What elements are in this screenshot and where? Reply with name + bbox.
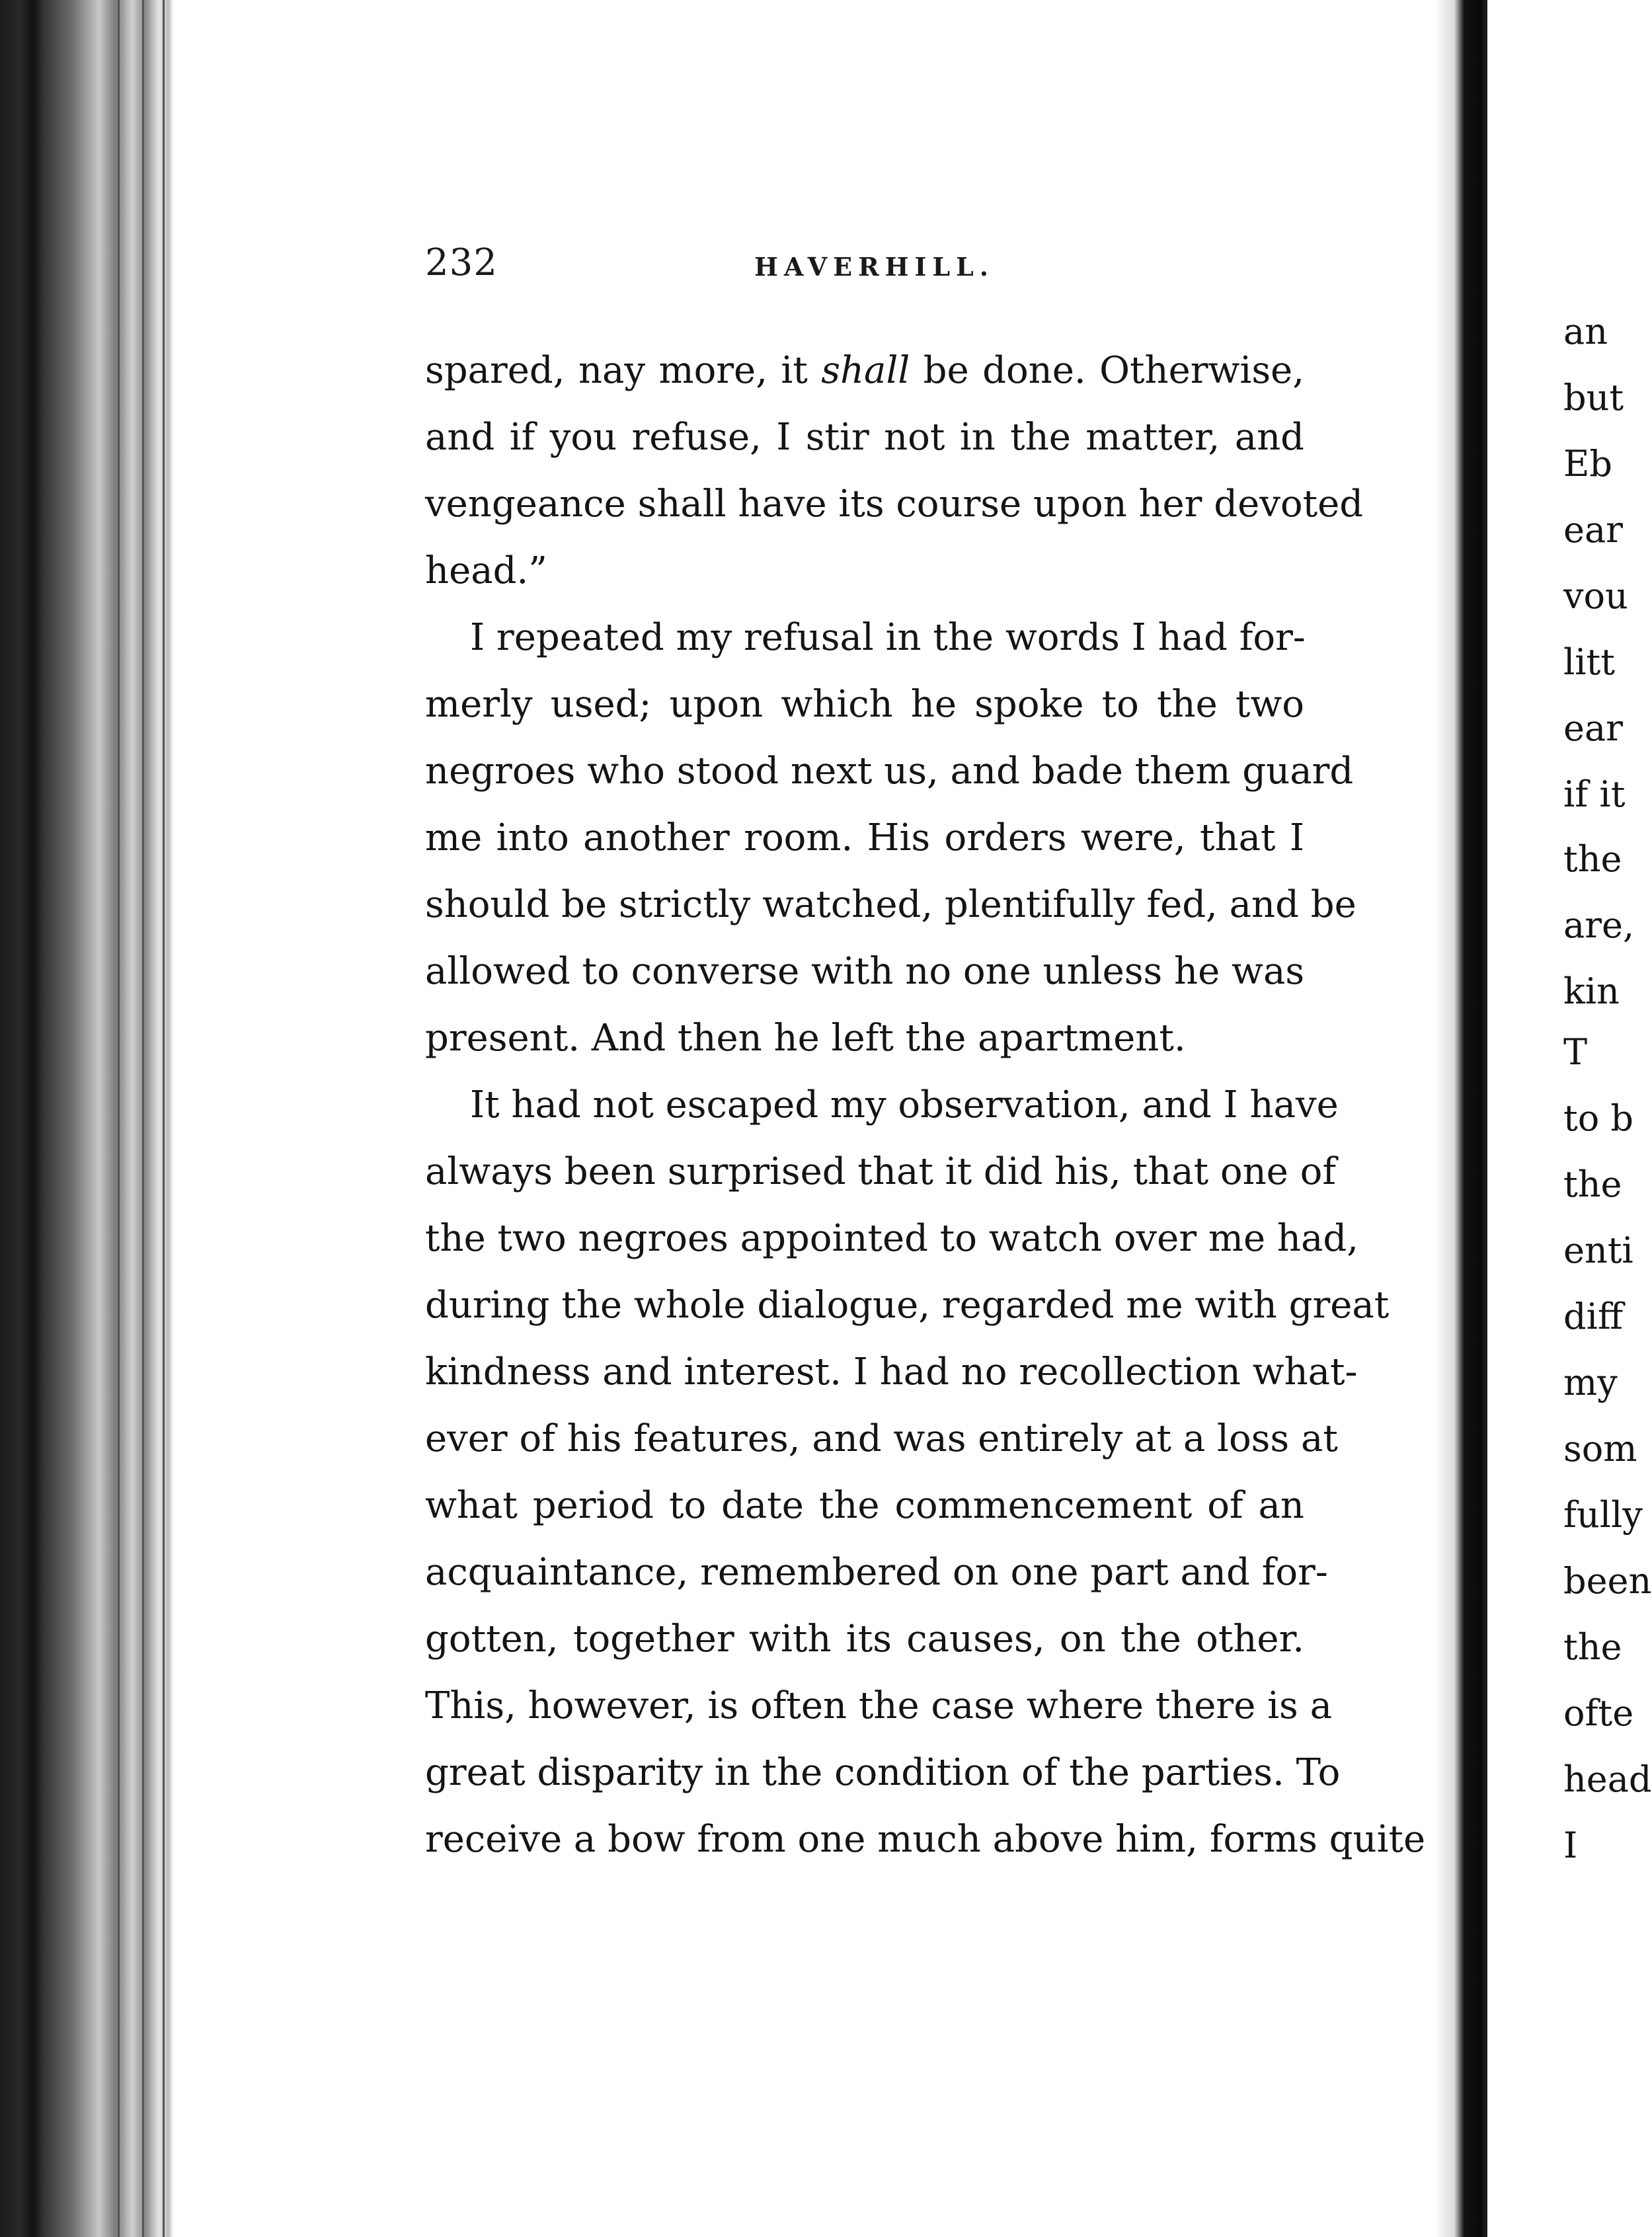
right-page-text-fragment: an [1563,311,1608,352]
right-page-text-fragment: my [1563,1362,1618,1403]
text-line: always been surprised that it did his, that one of [425,1150,1337,1193]
text-line: gotten, together with its causes, on the other. [425,1618,1304,1661]
text-line: merly used; upon which he spoke to the two [425,683,1304,726]
right-page-text-fragment: been [1563,1560,1652,1602]
right-page-text-fragment: are, [1563,904,1635,946]
text-line: during the whole dialogue, regarded me with great [425,1284,1390,1327]
right-page-fragment [1487,0,1652,2237]
page-number: 232 [425,241,498,284]
text-line: I repeated my refusal in the words I had for- [470,616,1306,659]
text-line: acquaintance, remembered on one part and for- [425,1551,1328,1594]
running-title: HAVERHILL. [754,252,994,282]
text-line: allowed to converse with no one unless he was [425,950,1305,993]
right-page-text-fragment: fully [1563,1494,1643,1536]
right-page-text-fragment: enti [1563,1230,1633,1271]
text-line: vengeance shall have its course upon her devoted [425,483,1364,526]
text-line: spared, nay more, it shall be done. Otherwise, [425,349,1305,392]
right-page-text-fragment: the [1563,838,1622,880]
text-line: receive a bow from one much above him, forms quite [425,1818,1426,1861]
right-page-text-fragment: ear [1563,509,1623,551]
right-page-text-fragment: if it [1563,773,1626,815]
right-page-text-fragment: but [1563,377,1624,418]
right-page-text-fragment: kin [1563,970,1620,1012]
running-header [425,241,1304,288]
text-line: and if you refuse, I stir not in the matter, and [425,416,1304,459]
text-line: great disparity in the condition of the parties. To [425,1751,1341,1794]
text-line: ever of his features, and was entirely at a loss at [425,1417,1338,1460]
right-page-text-fragment: vou [1563,575,1628,617]
right-page-text-fragment: head [1563,1758,1652,1800]
right-page-text-fragment: som [1563,1428,1637,1470]
right-page-text-fragment: ofte [1563,1692,1634,1734]
text-line: should be strictly watched, plentifully fed, and be [425,883,1357,926]
text-line: It had not escaped my observation, and I have [470,1083,1339,1126]
text-line: head.” [425,549,547,592]
book-gutter [1435,0,1487,2237]
text-line: me into another room. His orders were, that I [425,816,1304,859]
text-line: what period to date the commencement of an [425,1484,1304,1527]
text-line: This, however, is often the case where there is a [425,1684,1332,1727]
text-line: negroes who stood next us, and bade them guard [425,750,1354,793]
body-text [425,337,1426,1873]
text-line: kindness and interest. I had no recollection what- [425,1351,1358,1393]
text-line: the two negroes appointed to watch over me had, [425,1217,1359,1260]
right-page-text-fragment: ear [1563,707,1623,749]
right-page-text-fragment: the [1563,1626,1622,1668]
right-page-text-fragment: diff [1563,1296,1624,1337]
right-page-text-fragment: the [1563,1163,1622,1205]
right-page-text-fragment: to b [1563,1097,1633,1139]
right-page-text-fragment: litt [1563,641,1615,683]
right-page-text-fragment: I [1563,1825,1578,1866]
text-line: present. And then he left the apartment. [425,1017,1186,1060]
right-page-text-fragment: Eb [1563,443,1612,485]
right-page-text-fragment: T [1563,1031,1588,1073]
